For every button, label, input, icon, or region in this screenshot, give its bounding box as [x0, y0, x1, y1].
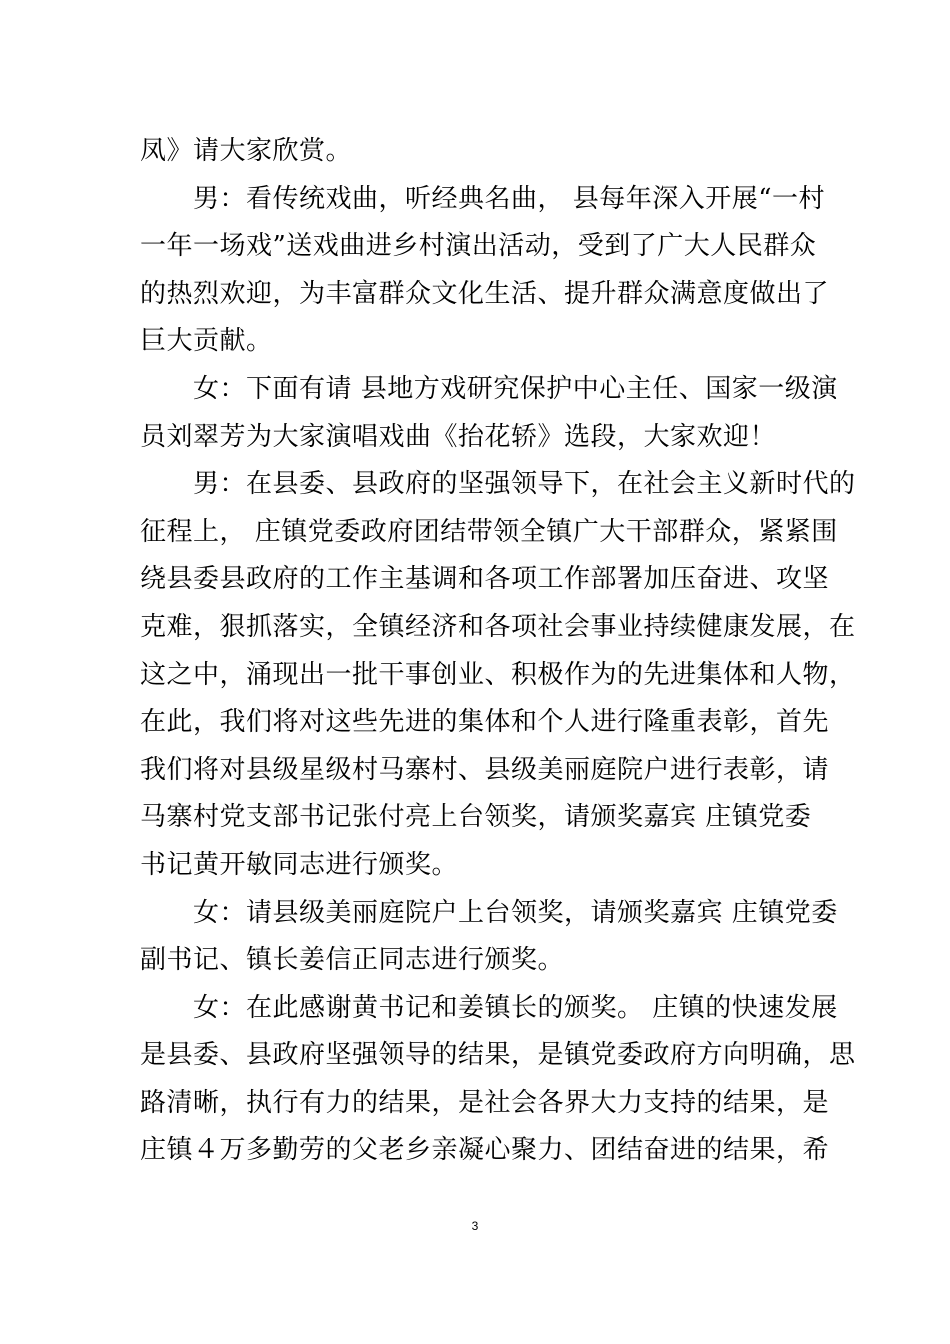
text-line: 在此，我们将对这些先进的集体和个人进行隆重表彰，首先	[140, 707, 830, 738]
text-line: 庄镇４万多勤劳的父老乡亲凝心聚力、团结奋进的结果，希	[140, 1135, 830, 1166]
document-body	[140, 128, 856, 1175]
text-line: 男：在县委、县政府的坚强领导下，在社会主义新时代的	[140, 469, 856, 500]
text-line: 女：在此感谢黄书记和姜镇长的颁奖。 庄镇的快速发展	[140, 992, 838, 1023]
text-line: 男：看传统戏曲，听经典名曲， 县每年深入开展“一村	[140, 183, 826, 214]
text-line: 是县委、县政府坚强领导的结果，是镇党委政府方向明确，思	[140, 1040, 856, 1071]
text-line: 路清晰，执行有力的结果，是社会各界大力支持的结果，是	[140, 1087, 830, 1118]
text-line: 的热烈欢迎，为丰富群众文化生活、提升群众满意度做出了	[140, 278, 830, 309]
text-line: 克难，狠抓落实，全镇经济和各项社会事业持续健康发展，在	[140, 611, 856, 642]
text-line: 女：请县级美丽庭院户上台领奖，请颁奖嘉宾 庄镇党委	[140, 897, 838, 928]
text-line: 副书记、镇长姜信正同志进行颁奖。	[140, 945, 565, 976]
text-line: 巨大贡献。	[140, 326, 273, 357]
text-line: 绕县委县政府的工作主基调和各项工作部署加压奋进、攻坚	[140, 564, 830, 595]
text-line: 书记黄开敏同志进行颁奖。	[140, 849, 459, 880]
text-line: 这之中，涌现出一批干事创业、积极作为的先进集体和人物，	[140, 659, 856, 690]
text-line: 征程上， 庄镇党委政府团结带领全镇广大干部群众，紧紧围	[140, 516, 838, 547]
text-line: 凤》请大家欣赏。	[140, 136, 353, 166]
text-line: 员刘翠芳为大家演唱戏曲《抬花轿》选段，大家欢迎！	[140, 421, 777, 452]
text-line: 马寨村党支部书记张付亮上台领奖，请颁奖嘉宾 庄镇党委	[140, 802, 812, 833]
text-line: 我们将对县级星级村马寨村、县级美丽庭院户进行表彰，请	[140, 754, 830, 785]
text-line: 女：下面有请 县地方戏研究保护中心主任、国家一级演	[140, 373, 838, 404]
page-number: 3	[471, 1219, 479, 1233]
text-line: 一年一场戏”送戏曲进乡村演出活动，受到了广大人民群众	[140, 231, 817, 262]
